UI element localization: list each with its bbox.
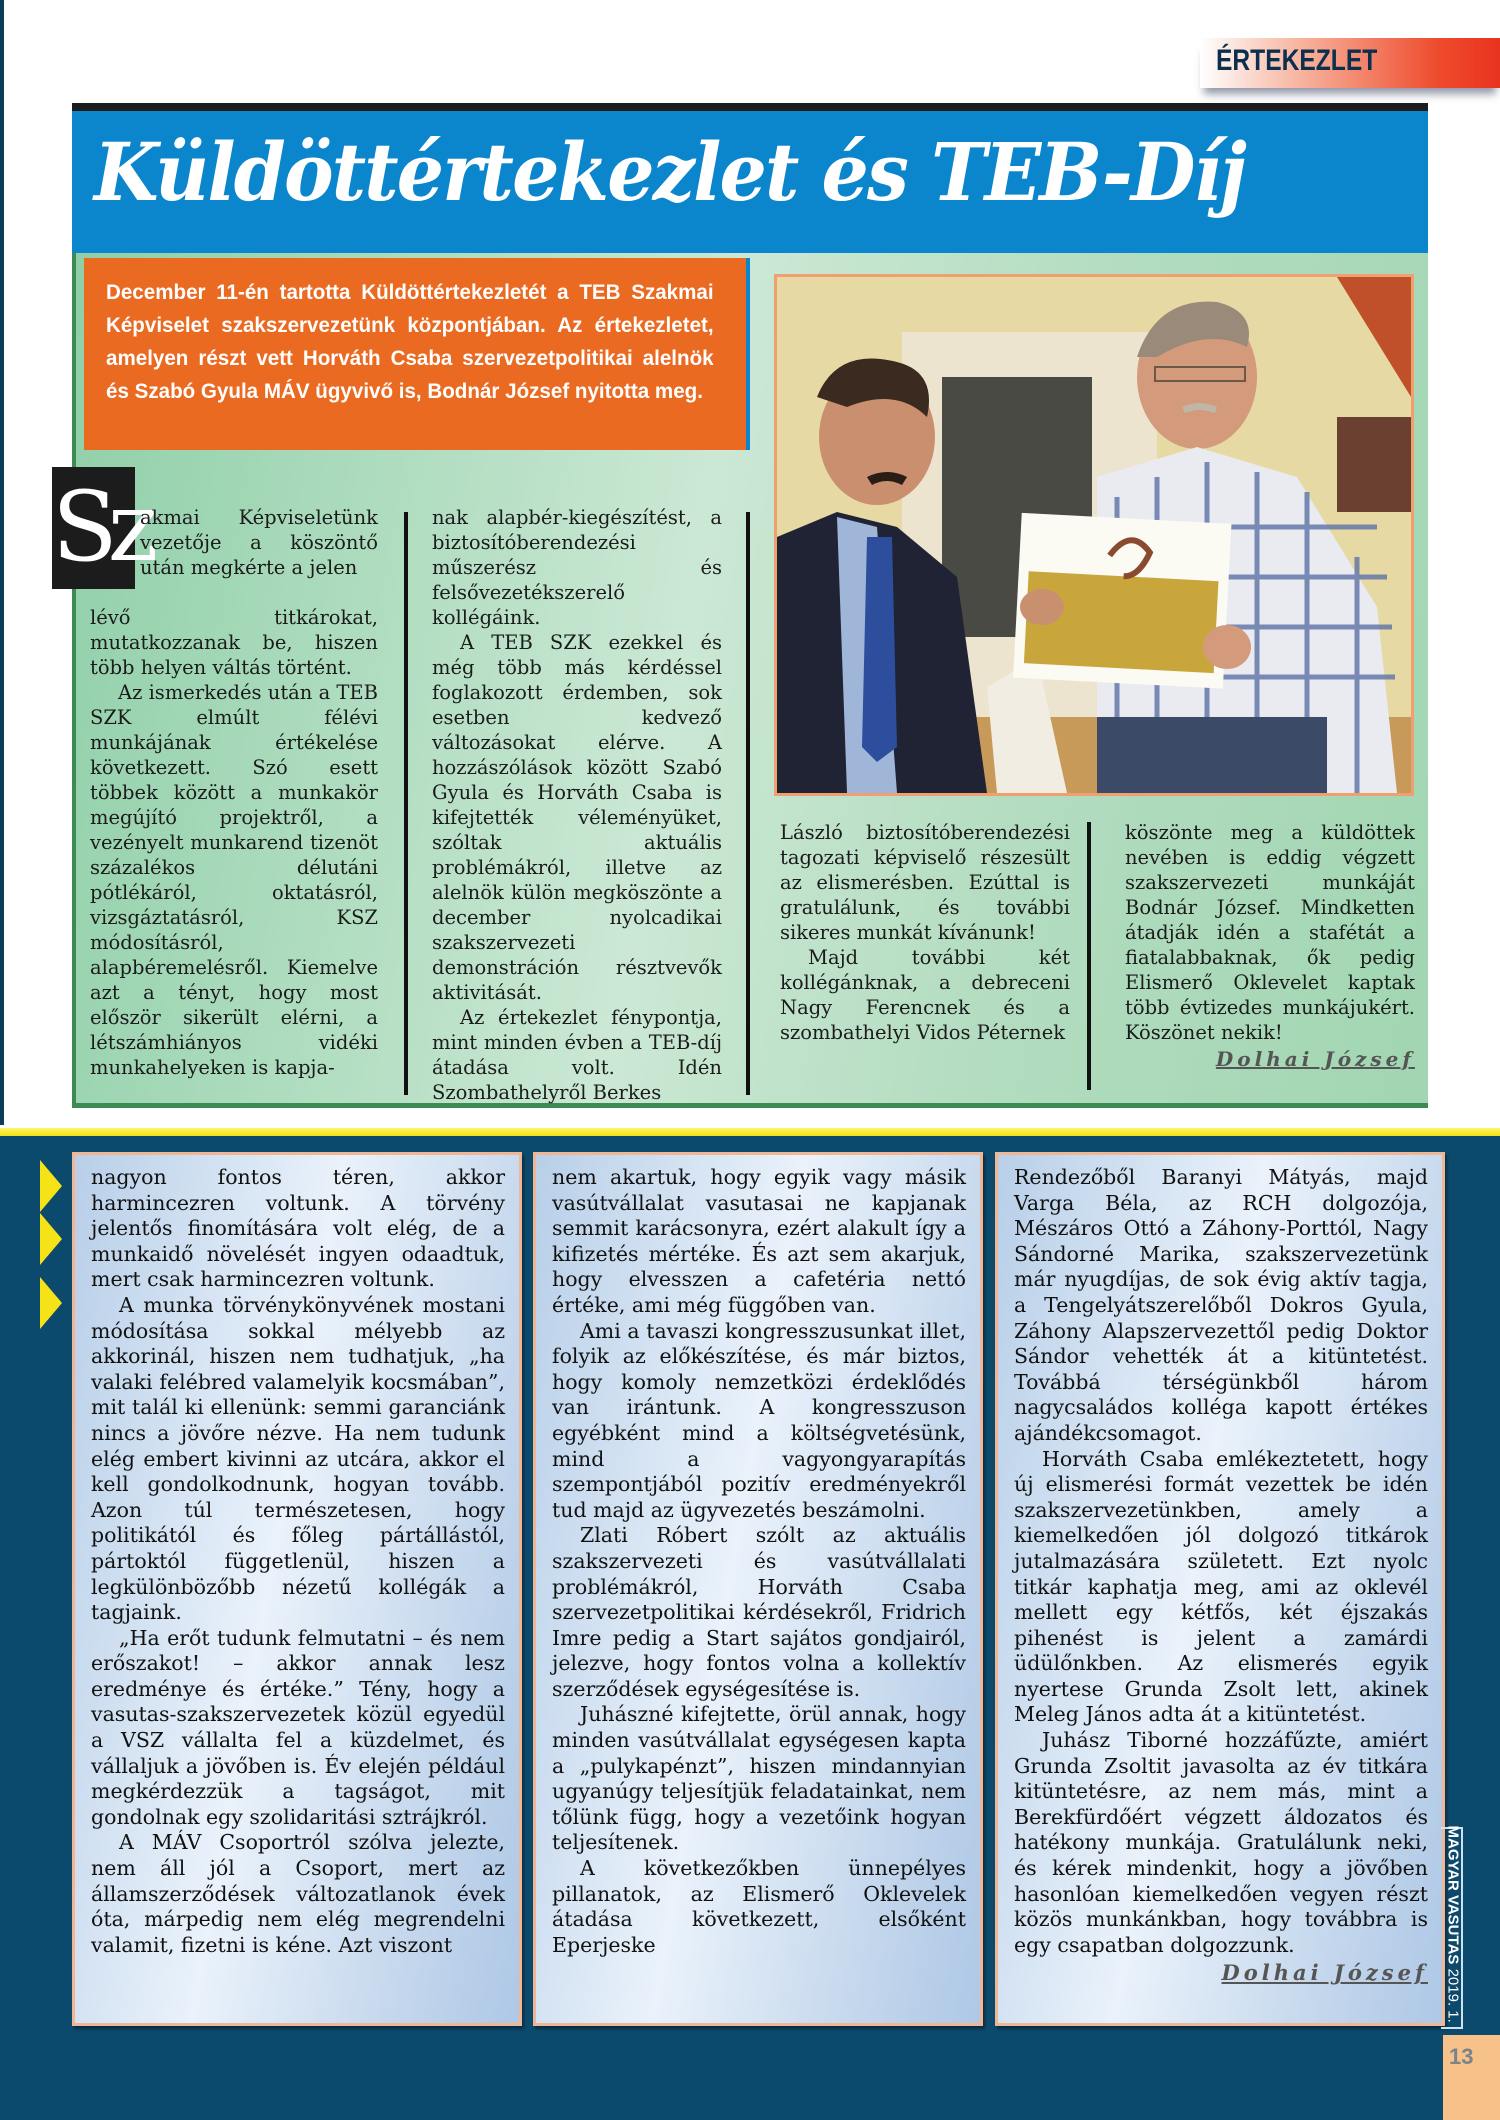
paragraph: akmai Képviseletünk vezetője a köszöntő után megkérte a jelen [140, 506, 378, 579]
arrow-icon [40, 1213, 62, 1265]
lead-text: December 11-én tartotta Küldöttértekezletét a TEB Szakmai Képviselet szakszervezetünk központjában. Az értekezletet, amelyen részt vett Horváth Csaba szervezetpolitikai alelnök és Szabó Gyula MÁV ügyvivő is, Bodnár József nyitotta meg. [106, 281, 714, 403]
title-band [72, 111, 1428, 253]
magazine-issue-label [1445, 1826, 1462, 2026]
dropcap: Sz [52, 467, 135, 589]
paragraph: nem akartuk, hogy egyik vagy másik vasútvállalat vasutasai ne kapjanak semmit karácsonyra, ezért alakult így a kifizetés mértéke. És azt sem akarjuk, hogy elvesszen a cafetéria nettó értéke, ami még függőben van. [552, 1165, 966, 1317]
lead-box [84, 258, 750, 450]
arrow-icon [40, 1277, 62, 1329]
bottom-col3 [1014, 1165, 1428, 1986]
bottom-col3-card [995, 1152, 1445, 2026]
section-tag-label: ÉRTEKEZLET [1216, 44, 1378, 77]
top-col4 [1125, 820, 1415, 1072]
paragraph: nak alapbér-kiegészítést, a biztosítóberendezési műszerész és felsővezetékszerelő kollégáink. [432, 506, 722, 629]
magazine-name: MAGYAR VASUTAS [1444, 1825, 1462, 1965]
signature: Dolhai József [1215, 1047, 1415, 1071]
magazine-issue-strip [1441, 1827, 1463, 2029]
paragraph: Juhászné kifejtette, örül annak, hogy minden vasútvállalat egységesen kapta a „pulykapénzt”, hiszen mindannyian ugyanúgy teljesítjük feladatainkat, nem tőlünk függ, hogy a vezetőink hogyan teljesítenek. [552, 1702, 966, 1855]
paragraph: Majd további két kollégánknak, a debreceni Nagy Ferencnek és a szombathelyi Vidos Péternek [780, 946, 1070, 1044]
paragraph: Rendezőből Baranyi Mátyás, majd Varga Béla, az RCH dolgozója, Mészáros Ottó a Záhony-Porttól, Nagy Sándorné Marika, szakszervezetünk már nyugdíjas, de sok évig aktív tagja, a Tengelyátszerelőből Dokros Gyula, Záhony Alapszervezettől pedig Doktor Sándor vehették át a kitüntetést. Továbbá térségünkből három nagycsaládos kolléga kapott értékes ajándékcsomagot. [1014, 1165, 1428, 1445]
bottom-col2-card [533, 1152, 983, 2026]
paragraph: A TEB SZK ezekkel és még több más kérdéssel foglakozott érdemben, sok esetben kedvező változásokat elérve. A hozzászólások között Szabó Gyula és Horváth Csaba is kifejtették véleményüket, szóltak aktuális problémákról, illetve az alelnök külön megköszönte a december nyolcadikai szakszervezeti demonstráción résztvevők aktivitását. [432, 631, 722, 1004]
paragraph: Az ismerkedés után a TEB SZK elmúlt félévi munkájának értékelése következett. Szó esett többek között a munkakör megújító projektről, a vezényelt munkarend tizenöt százalékos délutáni pótlékáról, oktatásról, vizsgáztatásról, KSZ módosításról, alapbéremelésről. Kiemelve azt a tényt, hogy most először sikerült elérni, a létszámhiányos vidéki munkahelyeken is kapja- [90, 681, 378, 1079]
column-rule [746, 512, 750, 1095]
page-title: Küldöttértekezlet és TEB-Díj [94, 125, 1245, 219]
bottom-col2 [552, 1165, 966, 1958]
paragraph: Ami a tavaszi kongresszusunkat illet, folyik az előkészítése, és már biztos, hogy komoly nemzetközi érdeklődés van irántunk. A kongresszuson egyébként mind a költségvetésünk, mind a vagyongyarapítás szempontjából pozitív eredményekről tud majd az ügyvezetés beszámolni. [552, 1318, 966, 1522]
paragraph: Zlati Róbert szólt az aktuális szakszervezeti és vasútvállalati problémákról, Horváth Csaba szervezetpolitikai kérdésekről, Fridrich Imre pedig a Start sajátos gondjairól, jelezve, hogy fontos volna a kollektív szerződések egységesítése is. [552, 1523, 966, 1701]
top-col3 [780, 820, 1070, 1045]
photo-illustration [777, 277, 1411, 793]
paragraph: László biztosítóberendezési tagozati képviselő részesült az elismerésben. Ezúttal is gratulálunk, és további sikeres munkát kívánunk! [780, 821, 1070, 944]
signature: Dolhai József [1221, 1960, 1428, 1986]
issue-number: 2019. 1. [1444, 1968, 1462, 2023]
paragraph: köszönte meg a küldöttek nevében is eddig végzett szakszervezeti munkáját Bodnár József. Mindketten átadják idén a stafétát a fiatalabbaknak, ők pedig Elismerő Oklevelet kaptak több évtizedes munkájukért. Köszönet nekik! [1125, 821, 1415, 1044]
page-edge [0, 0, 4, 1125]
paragraph: A következőkben ünnepélyes pillanatok, az Elismerő Oklevelek átadása következett, elsőként Eperjeske [552, 1856, 966, 1957]
top-col1-intro [140, 505, 378, 580]
paragraph: A MÁV Csoportról szólva jelezte, nem áll jól a Csoport, mert az államszerződések változatlanok évek óta, márpedig nem elég megrendelni valamit, fizetni is kéne. Azt viszont [91, 1830, 505, 1957]
bottom-col1-card [72, 1152, 522, 2026]
paragraph: A munka törvénykönyvének mostani módosítása sokkal mélyebb az akkorinál, hiszen nem tudhatjuk, „ha valaki felébred valamelyik kocsmában”, mit talál ki ellenünk: semmi garanciánk nincs a jövőre nézve. Ha nem tudunk elég embert kivinni az utcára, akkor el kell gondolkodnunk, hogyan tovább. Azon túl természetesen, hogy politikától és főleg pártállástól, pártoktól függetlenül, hiszen a legkülönbözőbb nézetű kollégák a tagjaink. [91, 1292, 505, 1625]
paragraph: Juhász Tiborné hozzáfűzte, amiért Grunda Zsoltit javasolta az év titkára kitüntetésre, az nem más, mint a Berekfürdőért végzett áldozatos és hatékony munkája. Gratulálunk neki, és kérek mindenkit, hogy a jövőben hasonlóan kiemelkedően vegyen részt közös munkánkban, hogy továbbra is egy csapatban dolgozzunk. [1014, 1728, 1428, 1957]
paragraph: nagyon fontos téren, akkor harmincezren voltunk. A törvény jelentős finomítására volt elég, de a munkaidő növelését ingyen odaadtuk, mert csak harmincezren voltunk. [91, 1165, 505, 1292]
section-tag [1200, 38, 1500, 88]
section-separator [0, 1128, 1500, 1136]
paragraph: „Ha erőt tudunk felmutatni – és nem erőszakot! – akkor annak lesz eredménye és értéke.” Tény, hogy a vasutas-szakszervezetek közül egyedül a VSZ vállalta fel a küzdelmet, és vállaljuk a jövőben is. Év elején például megkérdezzük a tagságot, mit gondolnak egy szolidaritási sztrájkról. [91, 1625, 505, 1829]
top-col2 [432, 505, 722, 1105]
top-col1 [90, 605, 378, 1080]
title-rule [72, 103, 1428, 111]
column-rule [1087, 822, 1091, 1090]
page-number-tab [1443, 2035, 1500, 2120]
bottom-col1 [91, 1165, 505, 1958]
paragraph: Horváth Csaba emlékeztetett, hogy új elismerési formát vezettek be idén szakszervezetünkben, amely a kiemelkedően jól dolgozó titkárok jutalmazására született. Ezt nyolc titkár kaphatja meg, ami az oklevél mellett egy kétfős, két éjszakás pihenést is jelent a zamárdi üdülőnkben. Az elismerés egyik nyertese Grunda Zsolt lett, akinek Meleg János adta át a kitüntetést. [1014, 1446, 1428, 1727]
article-photo [774, 274, 1414, 796]
page-number: 13 [1449, 2044, 1474, 2069]
arrow-icon [40, 1160, 62, 1212]
paragraph: Az értekezlet fénypontja, mint minden évben a TEB-díj átadása volt. Idén Szombathelyről Berkes [432, 1006, 722, 1104]
paragraph: lévő titkárokat, mutatkozzanak be, hiszen több helyen váltás történt. [90, 606, 378, 679]
column-rule [404, 512, 408, 1095]
